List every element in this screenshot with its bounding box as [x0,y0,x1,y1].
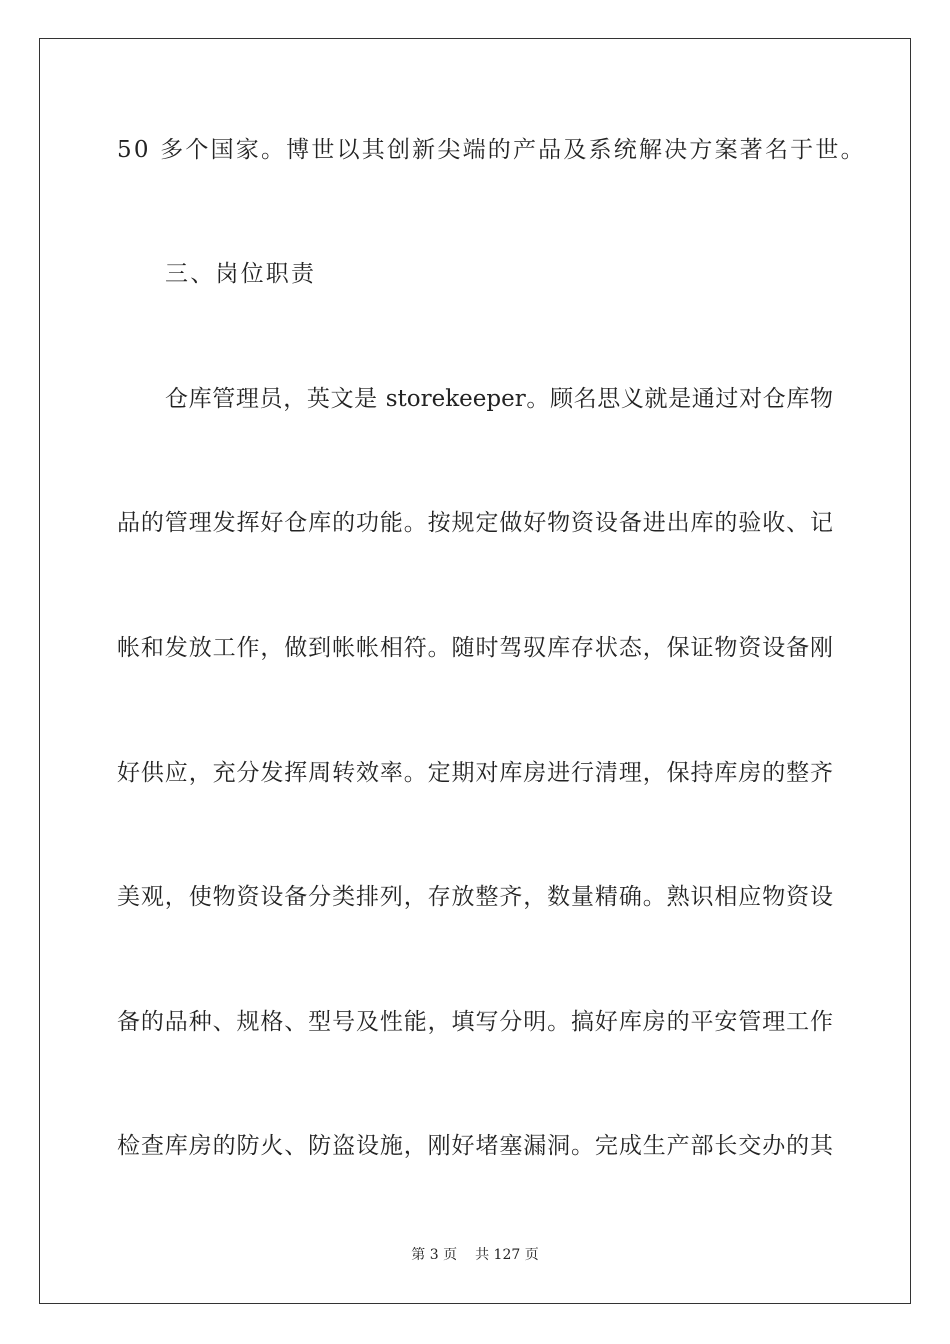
section-heading: 三、岗位职责 [165,261,317,287]
page-total: 共 127 页 [475,1247,539,1263]
page-border [39,38,911,1304]
paragraph-line-7: 备的品种、规格、型号及性能，填写分明。搞好库房的平安管理工作 [117,1009,833,1035]
paragraph-line-8: 检查库房的防火、防盗设施，刚好堵塞漏洞。完成生产部长交办的其 [117,1133,833,1159]
paragraph-line-1: 50 多个国家。博世以其创新尖端的产品及系统解决方案著名于世。 [117,137,866,163]
paragraph-line-6: 美观，使物资设备分类排列，存放整齐，数量精确。熟识相应物资设 [117,884,833,910]
paragraph-line-4: 帐和发放工作，做到帐帐相符。随时驾驭库存状态，保证物资设备刚 [117,635,833,661]
page-number: 第 3 页 [411,1247,458,1263]
paragraph-line-5: 好供应，充分发挥周转效率。定期对库房进行清理，保持库房的整齐 [117,760,833,786]
page-footer [0,1246,950,1264]
paragraph-line-2: 仓库管理员，英文是 storekeeper。顾名思义就是通过对仓库物 [165,386,833,412]
paragraph-line-3: 品的管理发挥好仓库的功能。按规定做好物资设备进出库的验收、记 [117,510,833,536]
